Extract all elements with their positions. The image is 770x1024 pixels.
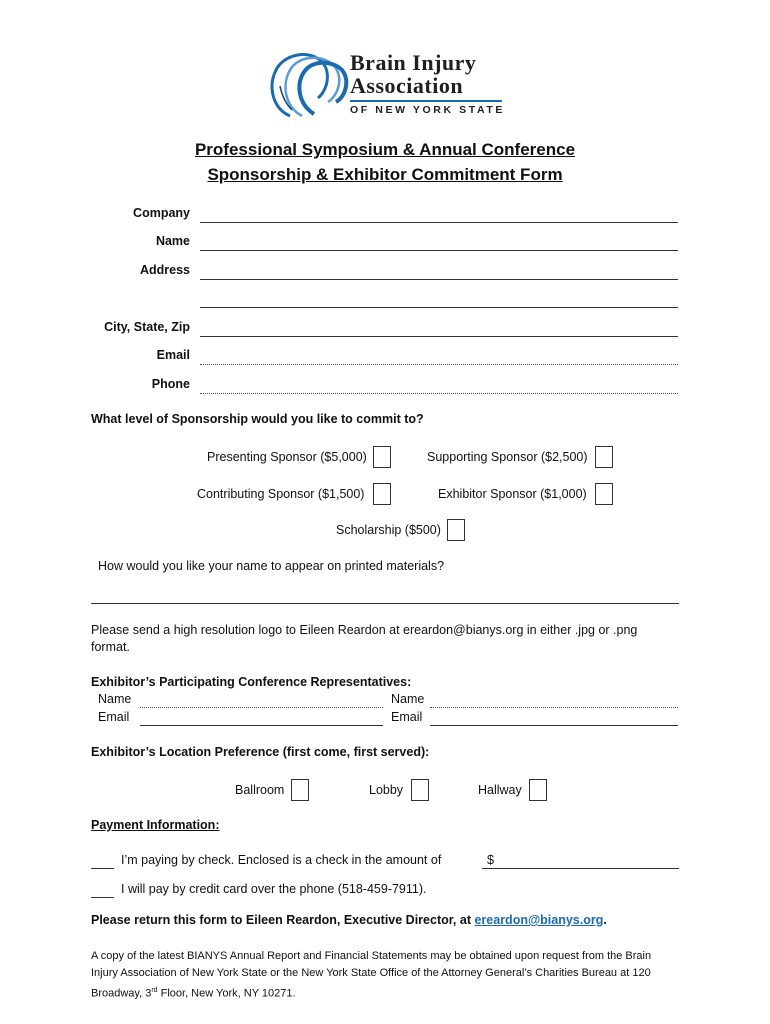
company-label: Company <box>133 206 190 220</box>
ballroom-checkbox[interactable] <box>291 779 309 801</box>
dollar-sign: $ <box>487 853 494 867</box>
footer-line3 <box>91 982 651 1003</box>
check-option-blank[interactable] <box>91 868 114 869</box>
form-title-line2: Sponsorship & Exhibitor Commitment Form <box>207 165 563 184</box>
rep1-email-field[interactable] <box>140 725 383 726</box>
location-heading: Exhibitor’s Location Preference (first come, first served): <box>91 745 430 759</box>
logo-note-line1: Please send a high resolution logo to Eileen Reardon at ereardon@bianys.org in either .jpg or .png <box>91 623 638 637</box>
logo-of-new-york-state: OF NEW YORK STATE <box>350 104 506 116</box>
printed-name-question: How would you like your name to appear on printed materials? <box>98 559 445 573</box>
phone-label: Phone <box>151 377 190 391</box>
rep2-email-label: Email <box>391 710 423 724</box>
return-text: Please return this form to Eileen Reardon, Executive Director, at <box>91 913 471 927</box>
name-label: Name <box>155 234 190 248</box>
city-state-zip-field[interactable] <box>200 336 678 337</box>
name-field[interactable] <box>200 250 678 251</box>
payment-heading: Payment Information: <box>91 818 220 832</box>
rep2-name-field[interactable] <box>430 707 678 708</box>
footer-line1: A copy of the latest BIANYS Annual Report and Financial Statements may be obtained upon request from the Brain <box>91 950 652 962</box>
exhibitor-sponsor-label: Exhibitor Sponsor ($1,000) <box>438 487 587 501</box>
credit-option-blank[interactable] <box>91 897 114 898</box>
footer-note <box>91 948 651 1003</box>
return-period: . <box>603 913 607 927</box>
head-profiles-icon <box>262 46 352 122</box>
rep1-email-label: Email <box>98 710 130 724</box>
hallway-checkbox[interactable] <box>529 779 547 801</box>
printed-name-field[interactable] <box>91 603 679 604</box>
company-field[interactable] <box>200 222 678 223</box>
address-field[interactable] <box>200 279 678 280</box>
credit-option-label: I will pay by credit card over the phone (518-459-7911). <box>121 882 427 896</box>
return-instruction <box>91 913 607 927</box>
representatives-heading: Exhibitor’s Participating Conference Representatives: <box>91 675 412 689</box>
contributing-sponsor-label: Contributing Sponsor ($1,500) <box>197 487 365 501</box>
address-label: Address <box>139 263 190 277</box>
email-label: Email <box>156 348 190 362</box>
exhibitor-sponsor-checkbox[interactable] <box>595 483 613 505</box>
hallway-label: Hallway <box>478 783 522 797</box>
rep1-name-label: Name <box>98 692 132 706</box>
email-field[interactable] <box>200 364 678 365</box>
rep1-name-field[interactable] <box>140 707 383 708</box>
presenting-sponsor-label: Presenting Sponsor ($5,000) <box>207 450 367 464</box>
logo-note-line2: format. <box>91 640 130 654</box>
ballroom-label: Ballroom <box>235 783 285 797</box>
bianys-logo <box>262 46 512 122</box>
address-field-2[interactable] <box>200 307 678 308</box>
return-email-link[interactable]: ereardon@bianys.org <box>474 913 604 927</box>
scholarship-label: Scholarship ($500) <box>336 523 441 537</box>
contributing-sponsor-checkbox[interactable] <box>373 483 391 505</box>
rep2-email-field[interactable] <box>430 725 678 726</box>
scholarship-checkbox[interactable] <box>447 519 465 541</box>
lobby-checkbox[interactable] <box>411 779 429 801</box>
phone-field[interactable] <box>200 393 678 394</box>
footer-line3b: Floor, New York, NY 10271. <box>157 987 296 1000</box>
lobby-label: Lobby <box>369 783 404 797</box>
logo-brain-injury: Brain Injury <box>350 50 477 75</box>
footer-line2: Injury Association of New York State or the New York State Office of the Attorney General’s Charities Bureau at 120 <box>91 967 651 979</box>
footer-line3a: Broadway, 3 <box>91 987 152 1000</box>
check-option-label: I’m paying by check. Enclosed is a check in the amount of <box>121 853 442 867</box>
presenting-sponsor-checkbox[interactable] <box>373 446 391 468</box>
logo-association: Association <box>350 73 464 98</box>
supporting-sponsor-checkbox[interactable] <box>595 446 613 468</box>
footer-superscript: rd <box>151 987 158 994</box>
form-title-line1: Professional Symposium & Annual Conference <box>194 140 576 159</box>
sponsorship-question: What level of Sponsorship would you like to commit to? <box>91 412 424 426</box>
rep2-name-label: Name <box>391 692 425 706</box>
logo-rule <box>350 100 502 102</box>
check-amount-field[interactable] <box>482 868 679 869</box>
supporting-sponsor-label: Supporting Sponsor ($2,500) <box>427 450 588 464</box>
city-state-zip-label: City, State, Zip <box>104 320 190 334</box>
